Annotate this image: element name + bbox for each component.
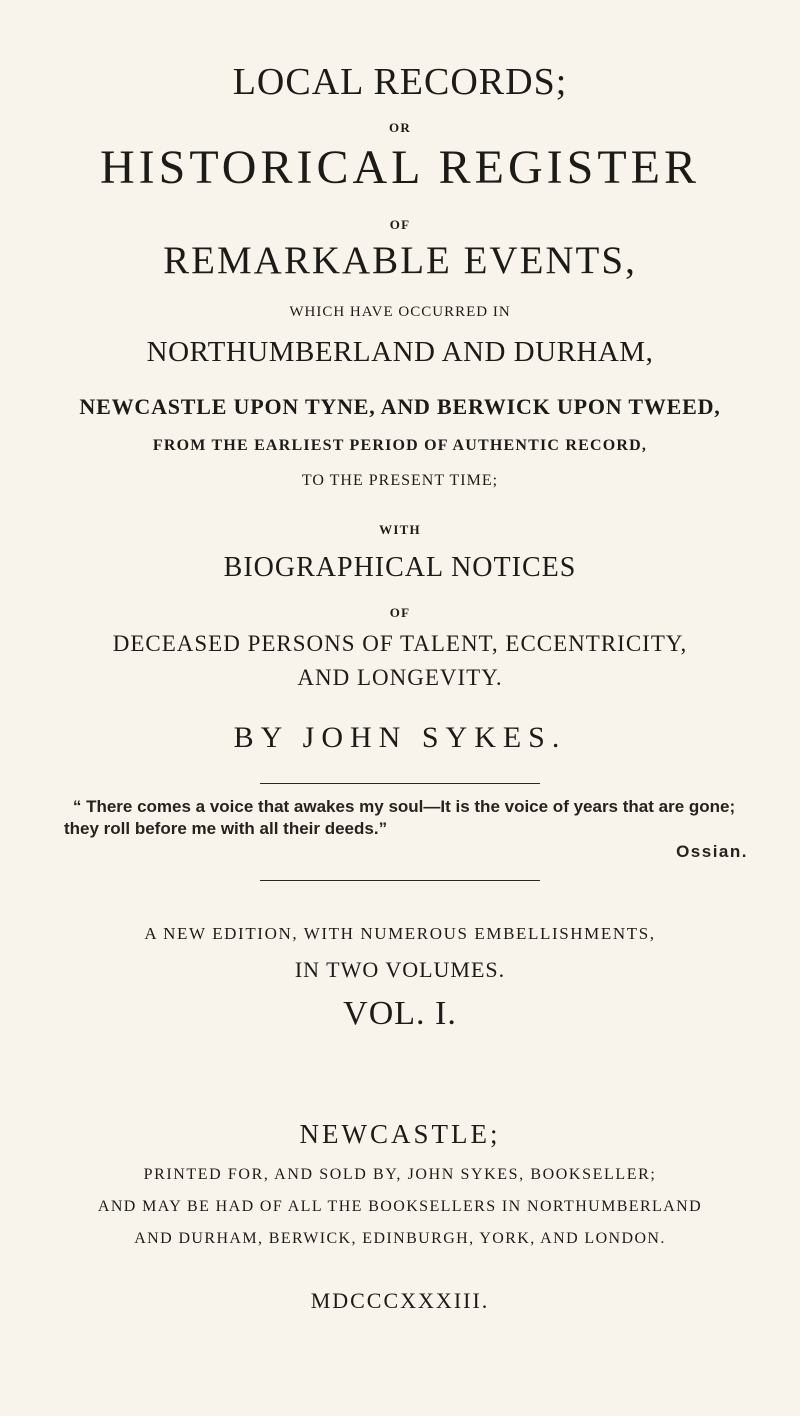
deceased-line-2: AND LONGEVITY. xyxy=(297,665,503,690)
city-text: NEWCASTLE; xyxy=(299,1119,501,1149)
imprint-line-3: AND DURHAM, BERWICK, EDINBURGH, YORK, AND LONDON. xyxy=(134,1230,666,1247)
with-text: WITH xyxy=(379,522,421,537)
which-text: WHICH HAVE OCCURRED IN xyxy=(289,304,511,320)
divider-top xyxy=(260,783,540,784)
deceased-line-1: DECEASED PERSONS OF TALENT, ECCENTRICITY, xyxy=(112,631,688,656)
place-line-2: NEWCASTLE UPON TYNE, AND BERWICK UPON TWEED, xyxy=(79,394,721,419)
biographical-notices-heading: BIOGRAPHICAL NOTICES xyxy=(223,552,577,583)
publication-date: MDCCCXXXIII. xyxy=(310,1288,490,1313)
title-line-3: REMARKABLE EVENTS, xyxy=(163,239,637,282)
of-text-2: OF xyxy=(389,605,411,620)
author-line: BY JOHN SYKES. xyxy=(233,721,567,754)
volume-number: VOL. I. xyxy=(343,995,457,1032)
to-text: TO THE PRESENT TIME; xyxy=(301,472,499,489)
from-text: FROM THE EARLIEST PERIOD OF AUTHENTIC RECORD, xyxy=(152,437,648,454)
divider-bottom xyxy=(260,880,540,881)
title-line-2: HISTORICAL REGISTER xyxy=(99,141,700,194)
imprint-line-2: AND MAY BE HAD OF ALL THE BOOKSELLERS IN NORTHUMBERLAND xyxy=(97,1198,703,1215)
or-text: OR xyxy=(389,120,411,135)
of-text-1: OF xyxy=(389,217,411,232)
imprint-line-1: PRINTED FOR, AND SOLD BY, JOHN SYKES, BOOKSELLER; xyxy=(143,1166,657,1183)
title-line-1: LOCAL RECORDS; xyxy=(232,61,568,103)
epigraph-line-1: “ There comes a voice that awakes my soul—It is the voice of years that are gone; xyxy=(72,797,736,816)
place-line-1: NORTHUMBERLAND AND DURHAM, xyxy=(146,336,654,368)
edition-text: A NEW EDITION, WITH NUMEROUS EMBELLISHMENTS, xyxy=(144,924,656,943)
epigraph-attribution: Ossian. xyxy=(676,842,748,861)
volumes-text: IN TWO VOLUMES. xyxy=(294,957,506,982)
epigraph-line-2: they roll before me with all their deeds.” xyxy=(64,819,388,838)
